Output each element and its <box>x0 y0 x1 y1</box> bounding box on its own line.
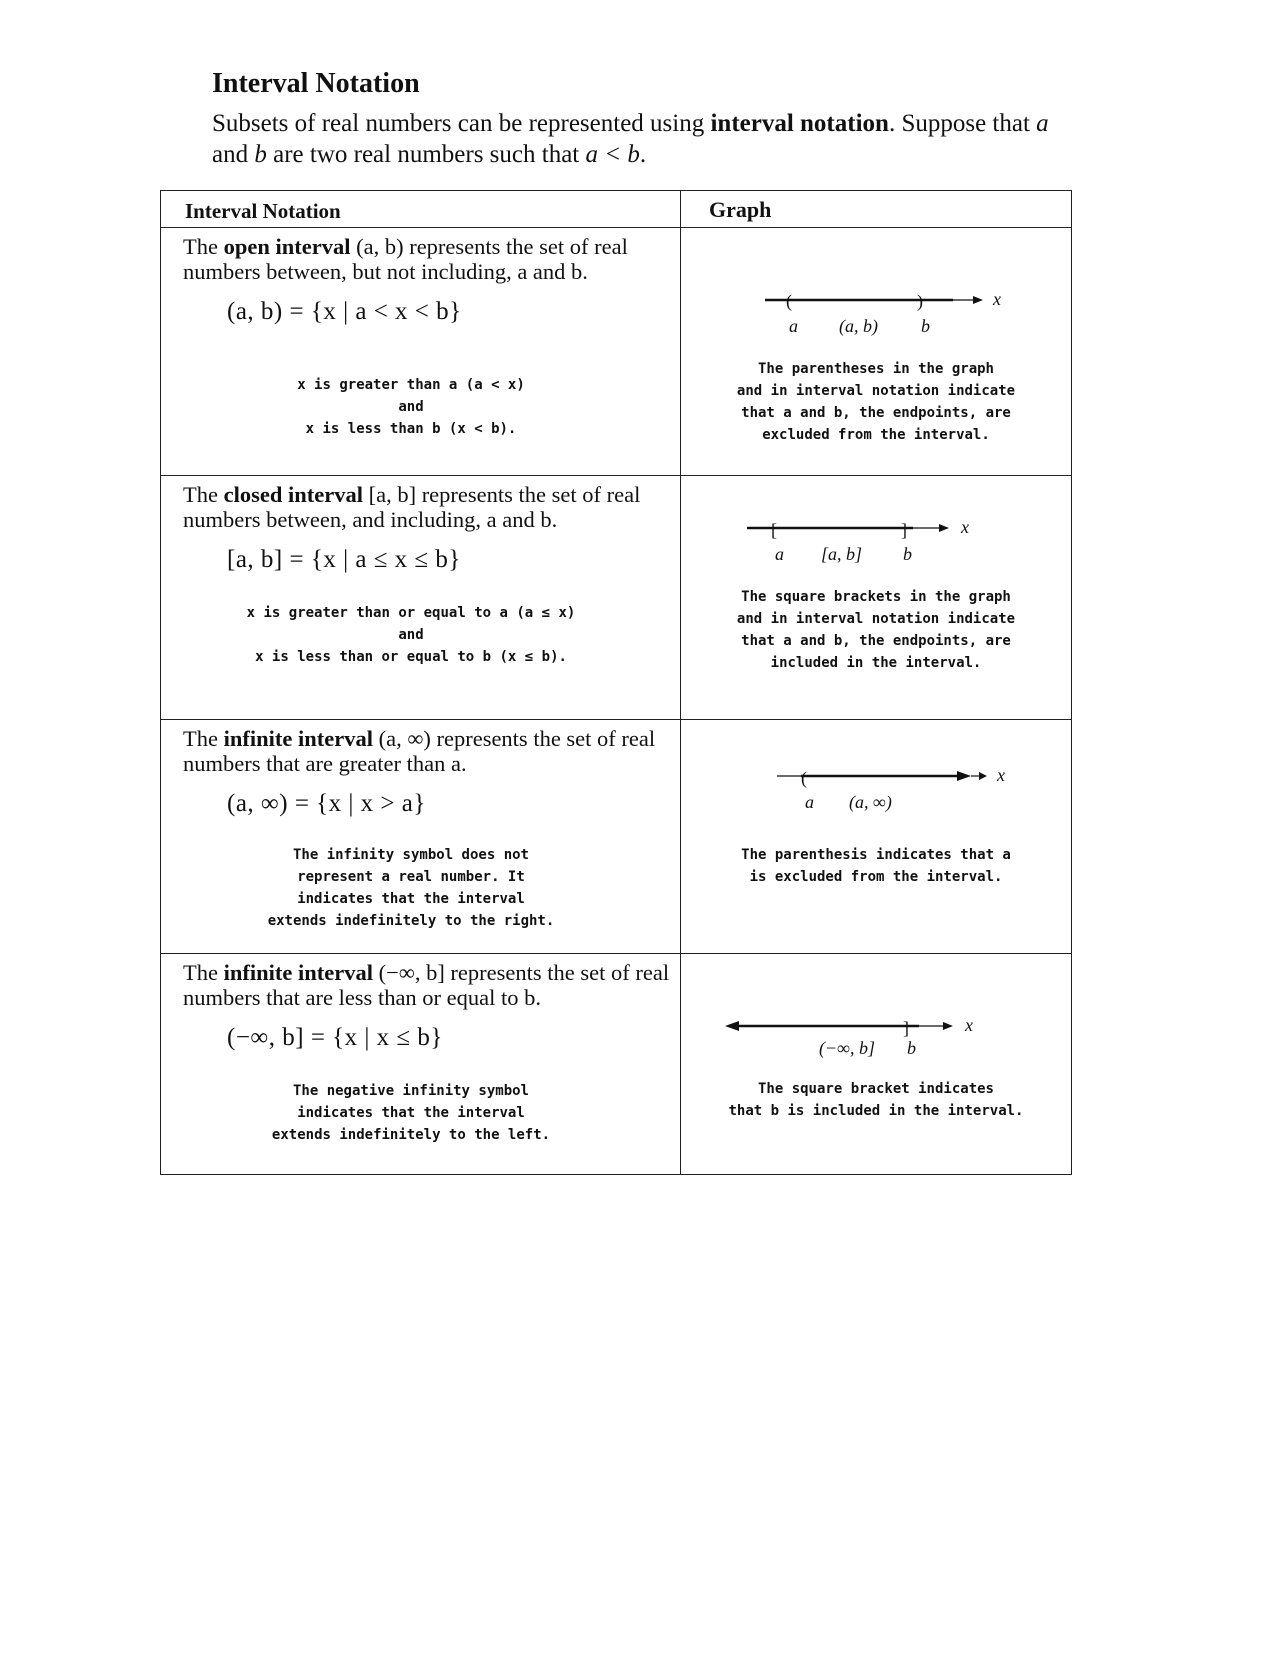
interval-type: open interval <box>223 234 351 259</box>
right-endpoint-mark: ] <box>903 1018 909 1038</box>
left-endpoint-mark: ( <box>786 291 792 311</box>
interval-note: x is greater than or equal to a (a ≤ x) and x is less than or equal to b (x ≤ b). <box>246 605 576 665</box>
intro-var-b: b <box>254 141 267 168</box>
page-title: Interval Notation <box>212 68 420 99</box>
interval-label: (a, ∞) <box>849 792 892 812</box>
graph-cell <box>681 954 1071 1174</box>
interval-arrow-left <box>725 1021 739 1031</box>
axis-label: x <box>961 517 969 537</box>
interval-type: infinite interval <box>223 960 373 985</box>
axis-arrow-right <box>973 296 983 304</box>
intro-text-1: Subsets of real numbers can be represented using <box>212 110 711 137</box>
table-row-closed-interval <box>161 476 1071 720</box>
interval-arrow-right <box>957 771 971 781</box>
number-line-graph <box>681 720 1071 820</box>
interval-table <box>160 190 1072 1175</box>
interval-description: The closed interval [a, b] represents the set of real numbers between, and including, a and b. <box>183 482 641 532</box>
interval-note: The infinity symbol does not represent a real number. It indicates that the interval extends indefinitely to the right. <box>267 847 555 929</box>
number-line-graph <box>681 228 1071 358</box>
intro-text-3: and <box>212 141 255 168</box>
left-endpoint-label: a <box>775 544 784 564</box>
graph-note: The parentheses in the graph and in interval notation indicate that a and b, the endpoints, are excluded from the interval. <box>736 361 1016 443</box>
interval-description: The infinite interval (a, ∞) represents the set of real numbers that are greater than a. <box>183 726 656 776</box>
axis-arrow-right <box>943 1022 953 1030</box>
interval-label: (−∞, b] <box>819 1038 875 1058</box>
interval-note: The negative infinity symbol indicates that the interval extends indefinitely to the left. <box>271 1083 551 1143</box>
graph-note: The square bracket indicates that b is included in the interval. <box>728 1081 1024 1119</box>
graph-cell <box>681 476 1071 719</box>
header-interval-notation: Interval Notation <box>161 191 681 227</box>
intro-bold-term: interval notation <box>710 110 889 137</box>
interval-notation-cell <box>161 476 681 719</box>
interval-note: x is greater than a (a < x) and x is less than b (x < b). <box>297 377 525 437</box>
table-header-row <box>161 191 1071 228</box>
table-row-infinite-right <box>161 720 1071 954</box>
interval-notation-cell <box>161 228 681 475</box>
set-builder-formula: [a, b] = {x | a ≤ x ≤ b} <box>227 546 461 573</box>
left-endpoint-label: a <box>805 792 814 812</box>
right-endpoint-label: b <box>903 544 912 564</box>
set-builder-formula: (a, ∞) = {x | x > a} <box>227 790 426 817</box>
left-endpoint-mark: [ <box>771 520 777 540</box>
set-builder-formula: (−∞, b] = {x | x ≤ b} <box>227 1024 443 1051</box>
graph-note: The parenthesis indicates that a is excluded from the interval. <box>741 847 1011 885</box>
intro-text-2: . Suppose that <box>888 110 1037 137</box>
left-endpoint-mark: ( <box>801 768 807 788</box>
intro-inequality: a < b <box>585 141 640 168</box>
graph-cell <box>681 720 1071 953</box>
header-graph: Graph <box>709 197 772 222</box>
right-endpoint-mark: ) <box>917 291 923 311</box>
right-endpoint-label: b <box>921 316 930 336</box>
interval-notation-cell <box>161 954 681 1174</box>
graph-note: The square brackets in the graph and in interval notation indicate that a and b, the endpoints, are included in the interval. <box>736 589 1016 671</box>
set-builder-formula: (a, b) = {x | a < x < b} <box>227 298 462 325</box>
intro-paragraph <box>212 108 1132 170</box>
right-endpoint-label: b <box>907 1038 916 1058</box>
interval-description: The open interval (a, b) represents the set of real numbers between, but not including, a and b. <box>183 234 628 284</box>
table-row-open-interval <box>161 228 1071 476</box>
axis-arrow-right <box>939 524 949 532</box>
axis-arrow-right <box>979 772 987 780</box>
intro-text-4: are two real numbers such that <box>266 141 586 168</box>
axis-label: x <box>965 1015 973 1035</box>
table-row-infinite-left <box>161 954 1071 1174</box>
interval-label: [a, b] <box>821 544 863 564</box>
graph-cell <box>681 228 1071 475</box>
interval-label: (a, b) <box>839 316 878 336</box>
number-line-graph <box>681 954 1071 1064</box>
intro-var-a: a <box>1036 110 1049 137</box>
left-endpoint-label: a <box>789 316 798 336</box>
interval-type: closed interval <box>223 482 363 507</box>
interval-description: The infinite interval (−∞, b] represents the set of real numbers that are less than or equal to b. <box>183 960 670 1010</box>
axis-label: x <box>993 289 1001 309</box>
intro-text-5: . <box>639 141 647 168</box>
axis-label: x <box>997 765 1005 785</box>
interval-notation-cell <box>161 720 681 953</box>
number-line-graph <box>681 476 1071 586</box>
right-endpoint-mark: ] <box>901 520 907 540</box>
interval-type: infinite interval <box>223 726 373 751</box>
